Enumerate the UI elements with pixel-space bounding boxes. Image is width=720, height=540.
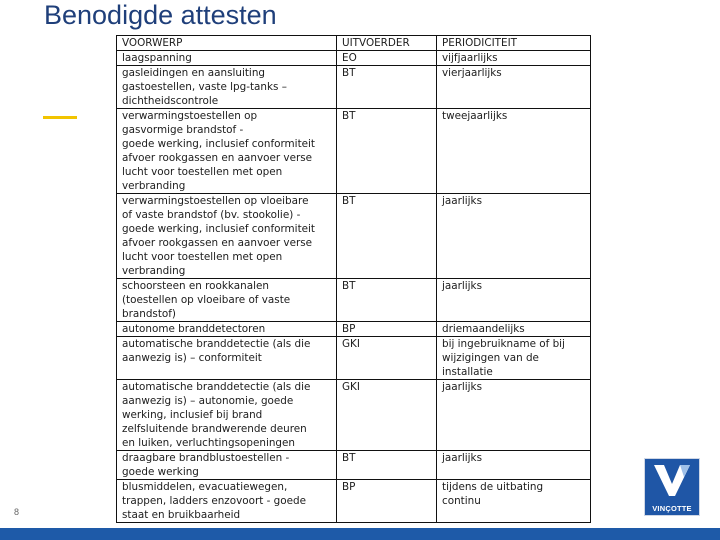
cell-voorwerp: verwarmingstoestellen op vloeibare of vaste brandstof (bv. stookolie) - goede werking, inclusief conformiteit afvoer rookgassen en aanvoer verse lucht voor toestellen met open verbranding	[117, 194, 337, 279]
cell-periodiciteit: vijfjaarlijks	[437, 51, 591, 66]
cell-uitvoerder: GKI	[337, 337, 437, 380]
vincotte-v-logo-icon	[652, 462, 692, 498]
page-number: 8	[14, 507, 20, 517]
cell-uitvoerder: BT	[337, 194, 437, 279]
attesten-table	[116, 35, 591, 523]
cell-uitvoerder: BT	[337, 451, 437, 480]
logo-text: VINÇOTTE	[652, 504, 692, 513]
cell-uitvoerder: GKI	[337, 380, 437, 451]
table-row	[117, 322, 591, 337]
cell-periodiciteit: driemaandelijks	[437, 322, 591, 337]
header-uitvoerder: UITVOERDER	[337, 36, 437, 51]
table-row	[117, 480, 591, 523]
cell-periodiciteit: tweejaarlijks	[437, 109, 591, 194]
table-row	[117, 194, 591, 279]
cell-periodiciteit: jaarlijks	[437, 380, 591, 451]
cell-uitvoerder: BT	[337, 66, 437, 109]
table-header-row	[117, 36, 591, 51]
table-row	[117, 51, 591, 66]
accent-bar	[43, 116, 77, 119]
cell-periodiciteit: jaarlijks	[437, 451, 591, 480]
header-voorwerp: VOORWERP	[117, 36, 337, 51]
table-row	[117, 380, 591, 451]
attesten-table-container	[116, 35, 590, 523]
cell-uitvoerder: BP	[337, 480, 437, 523]
cell-uitvoerder: BT	[337, 279, 437, 322]
cell-voorwerp: draagbare brandblustoestellen - goede werking	[117, 451, 337, 480]
table-row	[117, 109, 591, 194]
slide-title: Benodigde attesten	[44, 0, 277, 30]
table-body	[117, 51, 591, 523]
cell-periodiciteit: jaarlijks	[437, 279, 591, 322]
cell-voorwerp: automatische branddetectie (als die aanwezig is) – conformiteit	[117, 337, 337, 380]
cell-periodiciteit: vierjaarlijks	[437, 66, 591, 109]
footer-bar	[0, 528, 720, 540]
cell-voorwerp: autonome branddetectoren	[117, 322, 337, 337]
cell-voorwerp: verwarmingstoestellen op gasvormige brandstof - goede werking, inclusief conformiteit afvoer rookgassen en aanvoer verse lucht voor toestellen met open verbranding	[117, 109, 337, 194]
vincotte-logo	[644, 458, 700, 516]
cell-voorwerp: blusmiddelen, evacuatiewegen, trappen, ladders enzovoort - goede staat en bruikbaarheid	[117, 480, 337, 523]
cell-voorwerp: automatische branddetectie (als die aanwezig is) – autonomie, goede werking, inclusief bij brand zelfsluitende brandwerende deuren en luiken, verluchtingsopeningen	[117, 380, 337, 451]
cell-voorwerp: gasleidingen en aansluiting gastoestellen, vaste lpg-tanks – dichtheidscontrole	[117, 66, 337, 109]
table-row	[117, 279, 591, 322]
cell-periodiciteit: jaarlijks	[437, 194, 591, 279]
cell-uitvoerder: BP	[337, 322, 437, 337]
cell-periodiciteit: tijdens de uitbating continu	[437, 480, 591, 523]
cell-voorwerp: schoorsteen en rookkanalen (toestellen op vloeibare of vaste brandstof)	[117, 279, 337, 322]
table-row	[117, 66, 591, 109]
cell-voorwerp: laagspanning	[117, 51, 337, 66]
table-row	[117, 451, 591, 480]
header-periodiciteit: PERIODICITEIT	[437, 36, 591, 51]
cell-periodiciteit: bij ingebruikname of bij wijzigingen van de installatie	[437, 337, 591, 380]
cell-uitvoerder: BT	[337, 109, 437, 194]
table-row	[117, 337, 591, 380]
cell-uitvoerder: EO	[337, 51, 437, 66]
